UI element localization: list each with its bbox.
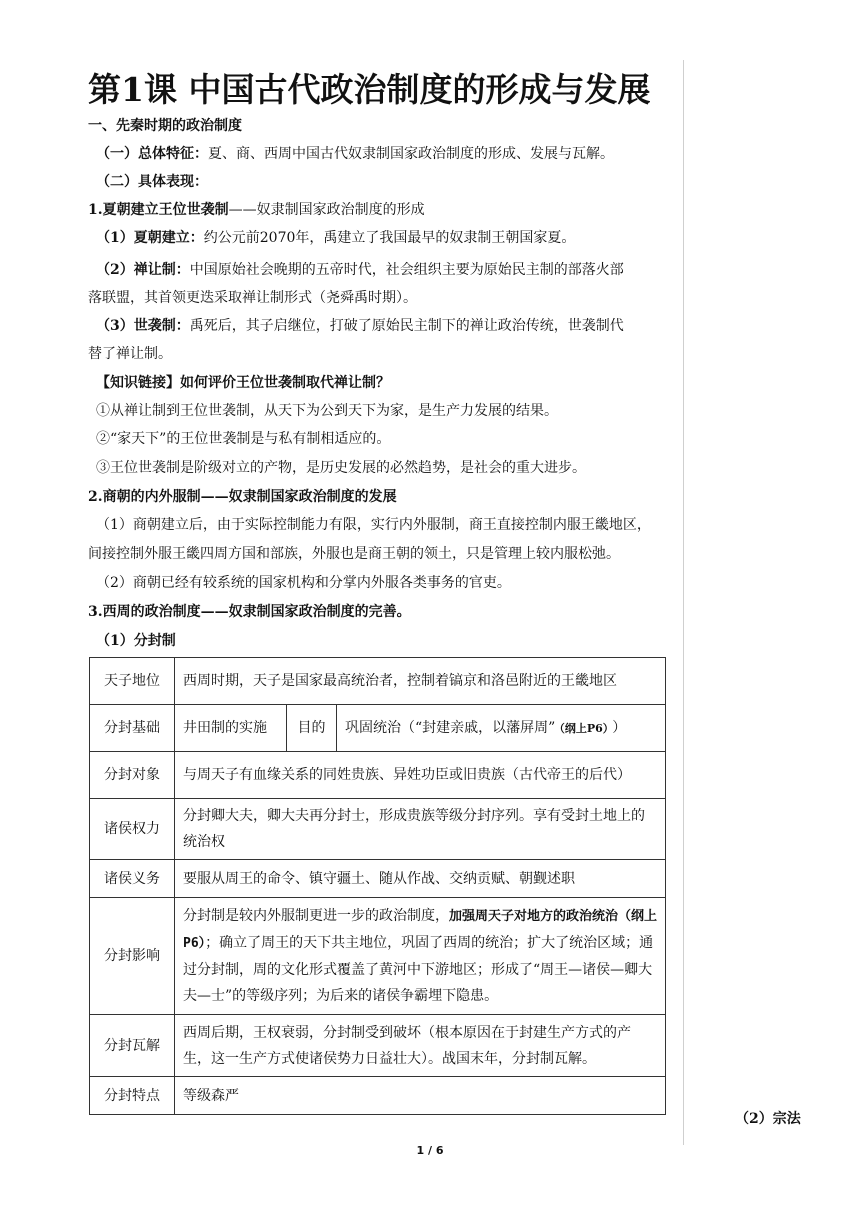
table-row-header: 分封基础 [90, 705, 175, 752]
table-row [90, 799, 666, 860]
knowledge-link-heading: 【知识链接】如何评价王位世袭制取代禅让制？ [96, 375, 390, 391]
table-cell: 分封卿大夫，卿大夫再分封士，形成贵族等级分封序列。享有受封土地上的统治权 [175, 799, 666, 860]
concrete-heading: （二）具体表现： [96, 174, 208, 190]
shang-p1: （1）商朝建立后，由于实际控制能力有限，实行内外服制，商王直接控制内服王畿地区， [96, 517, 651, 533]
xia-p1-label: （1）夏朝建立： [96, 230, 204, 246]
xia-p3 [96, 313, 676, 339]
page-title: 第1课 中国古代政治制度的形成与发展 [88, 70, 651, 109]
xia-p3-cont: 替了禅让制。 [88, 346, 172, 362]
xia-heading-rest: ——奴隶制国家政治制度的形成 [228, 202, 425, 218]
xia-heading-bold: 1.夏朝建立王位世袭制 [88, 202, 229, 218]
table-row [90, 1015, 666, 1077]
table-row-header: 分封影响 [90, 898, 175, 1015]
xia-p2 [96, 257, 676, 283]
section-heading: 一、先秦时期的政治制度 [88, 118, 242, 134]
shang-heading: 2.商朝的内外服制——奴隶制国家政治制度的发展 [88, 489, 397, 505]
table-cell: 要服从周王的命令、镇守疆土、随从作战、交纳贡赋、朝觐述职 [175, 860, 666, 898]
fief-subheading: （1）分封制 [96, 633, 176, 649]
margin-divider [683, 60, 684, 1145]
xia-heading [88, 197, 668, 223]
table-cell [175, 898, 666, 1015]
table-row [90, 898, 666, 1015]
impact-text-emphasis: 加强周天子对地方的政治统治（纲上P6） [183, 909, 658, 951]
link-bullet-3: ③王位世袭制是阶级对立的产物，是历史发展的必然趋势，是社会的重大进步。 [96, 460, 586, 476]
overall-feature [96, 141, 676, 167]
table-cell: 等级森严 [175, 1077, 666, 1115]
xia-p1-text: 约公元前2070年，禹建立了我国最早的奴隶制王朝国家夏。 [203, 230, 576, 246]
xia-p1 [96, 225, 676, 251]
purpose-text: 巩固统治（“封建亲戚，以藩屏周” [345, 719, 556, 736]
table-row-header: 诸侯义务 [90, 860, 175, 898]
overall-text: 夏、商、西周中国古代奴隶制国家政治制度的形成、发展与瓦解。 [208, 146, 614, 162]
xia-p2-text: 中国原始社会晚期的五帝时代，社会组织主要为原始民主制的部落火部 [189, 262, 624, 278]
next-section-label: （2）宗法 [735, 1111, 801, 1127]
table-row [90, 860, 666, 898]
table-row [90, 705, 666, 752]
table-cell: 西周时期，天子是国家最高统治者，控制着镐京和洛邑附近的王畿地区 [175, 658, 666, 705]
impact-text-a: 分封制是较内外服制更进一步的政治制度， [183, 908, 449, 924]
table-cell: 目的 [287, 705, 337, 752]
table-cell: 西周后期，王权衰弱，分封制受到破坏（根本原因在于封建生产方式的产生，这一生产方式使诸侯势力日益壮大）。战国末年，分封制瓦解。 [175, 1015, 666, 1077]
link-bullet-2: ②“家天下”的王位世袭制是与私有制相适应的。 [96, 431, 391, 447]
xia-p2-label: （2）禅让制： [96, 262, 190, 278]
impact-text-b: ；确立了周王的天下共主地位，巩固了西周的统治；扩大了统治区域；通过分封制，周的文化形式覆盖了黄河中下游地区；形成了“周王—诸侯—卿大夫—士”的等级序列；为后来的诸侯争霸埋下隐患。 [183, 935, 654, 1004]
xia-p3-label: （3）世袭制： [96, 318, 190, 334]
table-row-header: 诸侯权力 [90, 799, 175, 860]
table-row-header: 分封特点 [90, 1077, 175, 1115]
table-row-header: 天子地位 [90, 658, 175, 705]
textbook-ref: （纲上P6） [559, 721, 609, 735]
table-row-header: 分封瓦解 [90, 1015, 175, 1077]
page-number: 1 / 6 [416, 1144, 444, 1157]
table-row [90, 658, 666, 705]
xia-p2-cont: 落联盟，其首领更迭采取禅让制形式（尧舜禹时期）。 [88, 290, 417, 306]
table-cell: 井田制的实施 [175, 705, 287, 752]
fief-system-table [89, 657, 666, 1115]
closing-paren: ） [612, 719, 627, 736]
shang-p1-cont: 间接控制外服王畿四周方国和部族，外服也是商王朝的领土，只是管理上较内服松弛。 [88, 546, 620, 562]
shang-p2: （2）商朝已经有较系统的国家机构和分掌内外服各类事务的官吏。 [96, 575, 511, 591]
table-row-header: 分封对象 [90, 752, 175, 799]
link-bullet-1: ①从禅让制到王位世袭制，从天下为公到天下为家，是生产力发展的结果。 [96, 403, 558, 419]
table-row [90, 1077, 666, 1115]
xia-p3-text: 禹死后，其子启继位，打破了原始民主制下的禅让政治传统，世袭制代 [189, 318, 624, 334]
table-row [90, 752, 666, 799]
zhou-heading: 3.西周的政治制度——奴隶制国家政治制度的完善。 [88, 604, 411, 620]
table-cell [337, 705, 666, 752]
overall-label: （一）总体特征： [96, 146, 208, 162]
table-cell: 与周天子有血缘关系的同姓贵族、异姓功臣或旧贵族（古代帝王的后代） [175, 752, 666, 799]
